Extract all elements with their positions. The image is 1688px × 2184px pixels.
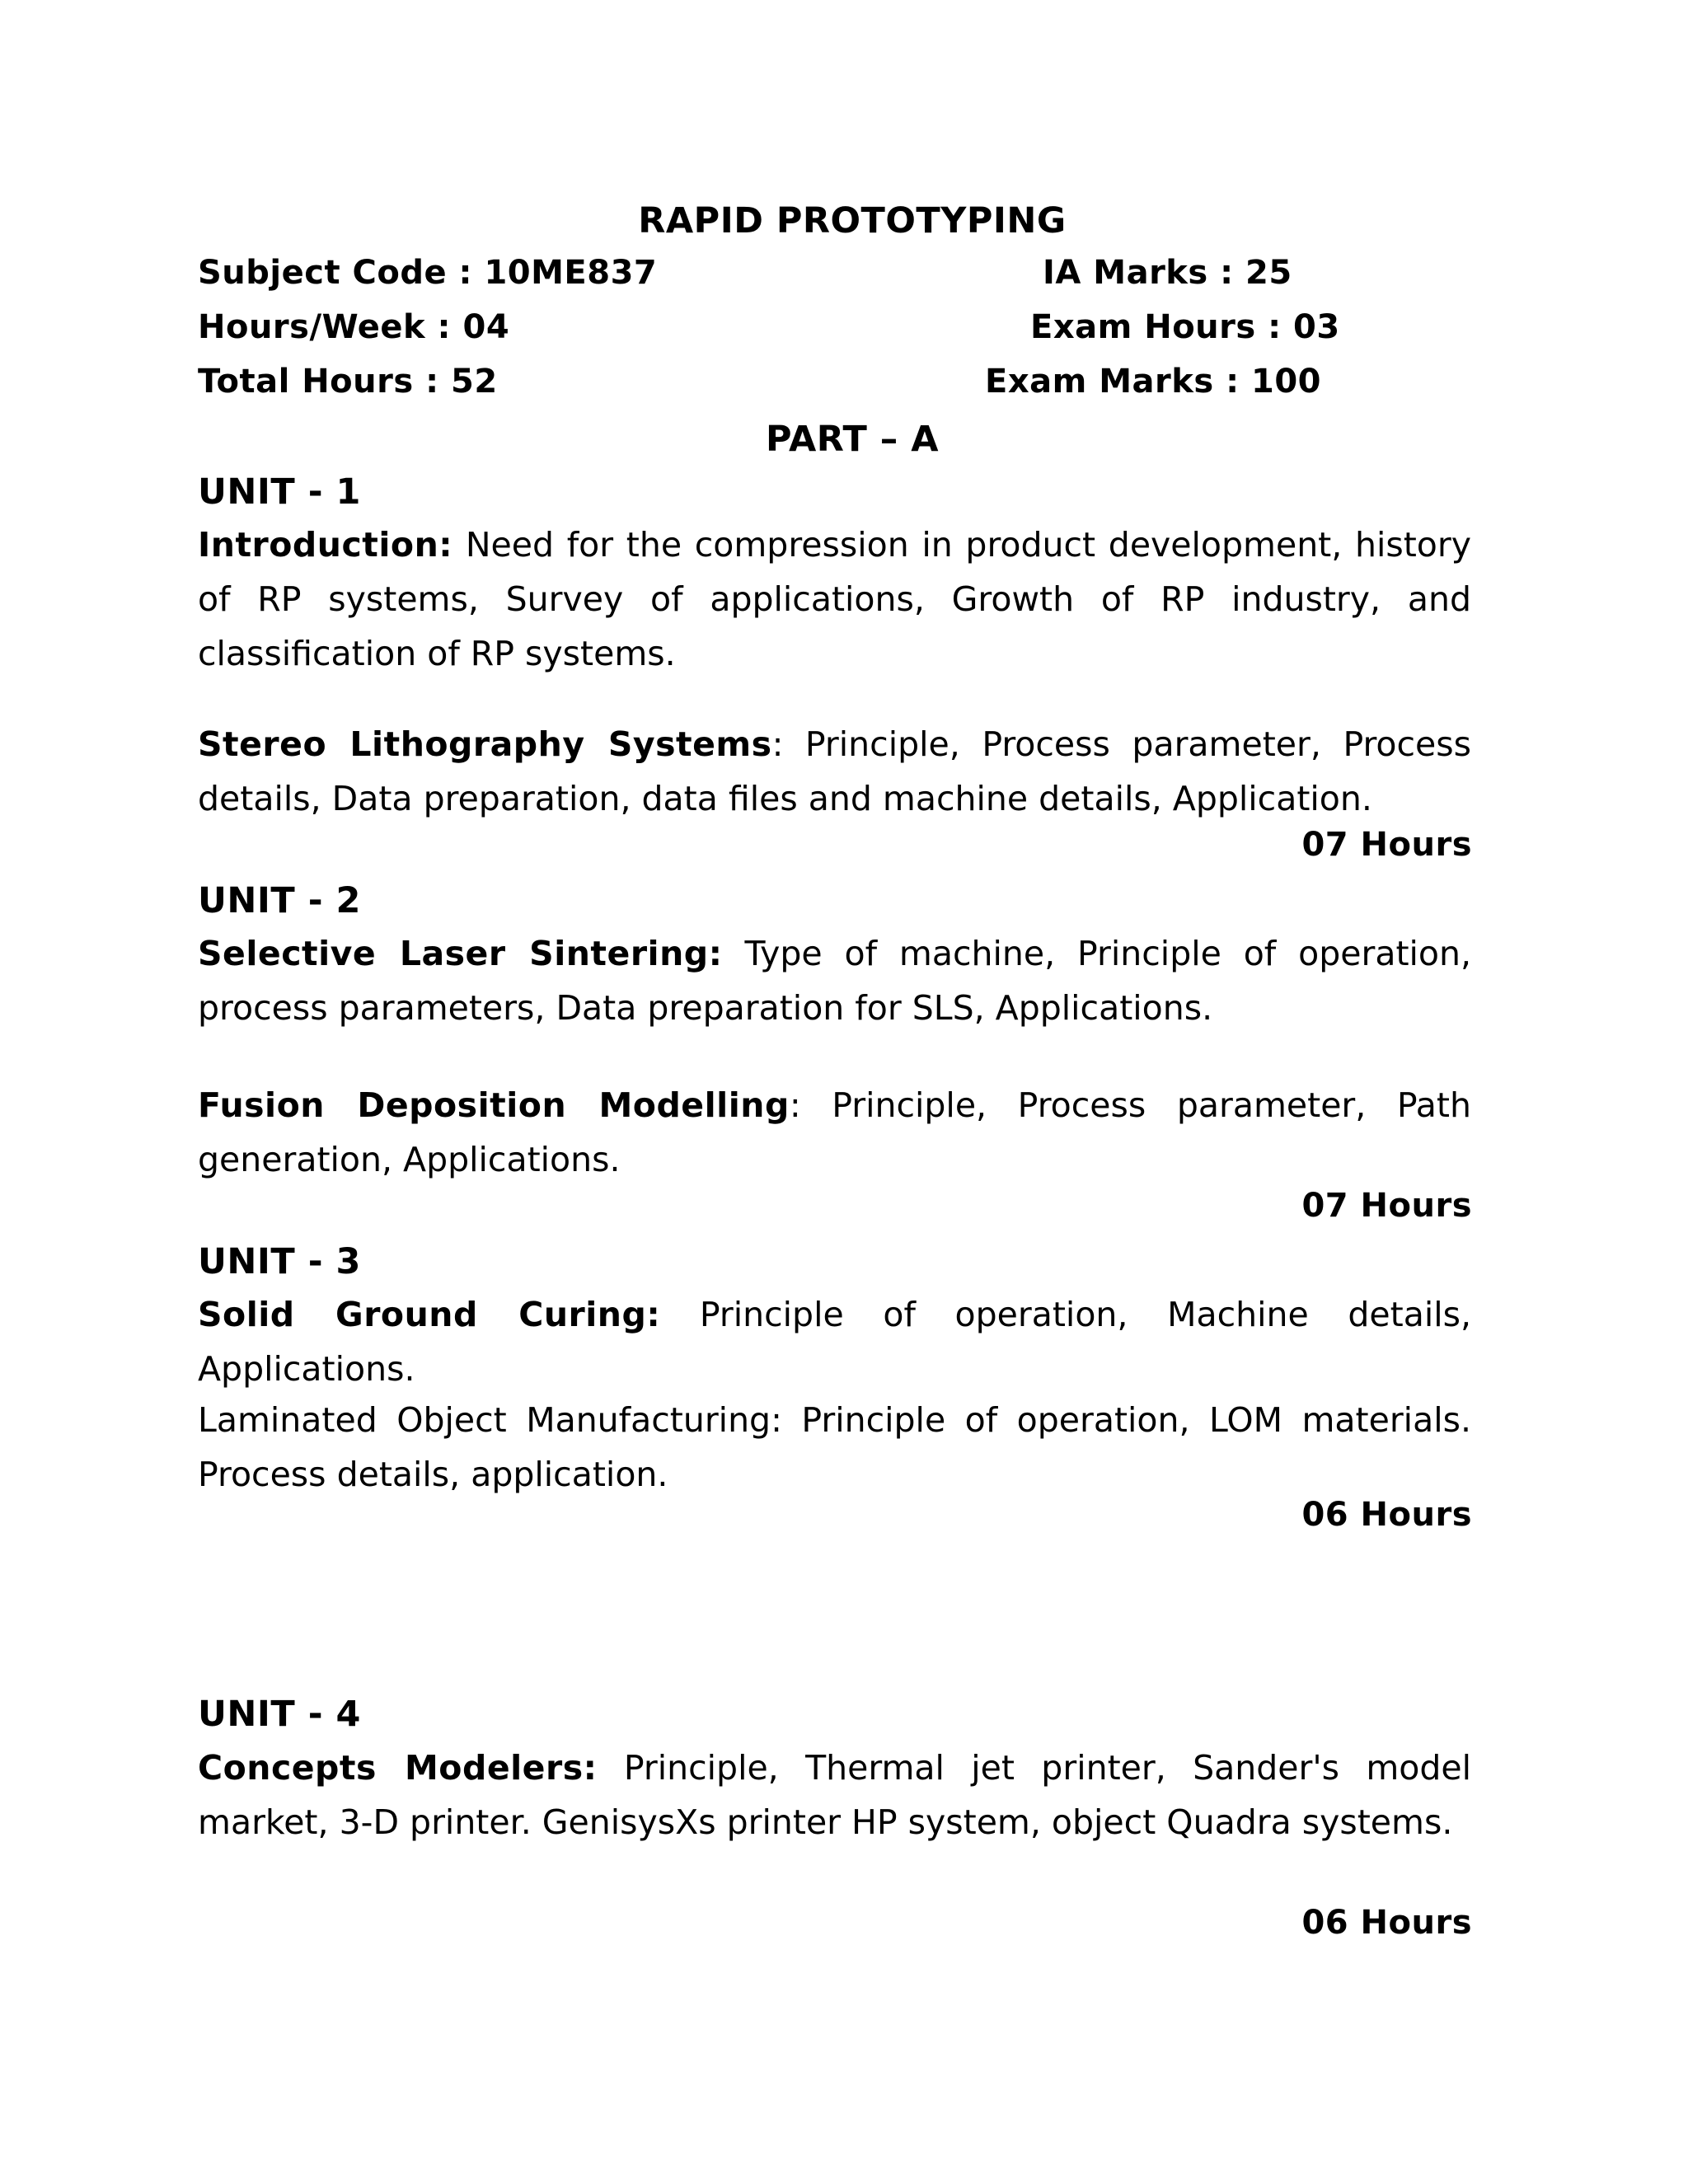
unit-1-sla-text: : Principle, Process parameter, Process details, Data preparation, data files and machine details, Application. xyxy=(198,724,1471,818)
unit-2-fdm-paragraph xyxy=(198,1078,1471,1187)
ia-marks: IA Marks : 25 xyxy=(1043,254,1292,292)
unit-4-concept-modelers-text: Principle, Thermal jet printer, Sander's model market, 3-D printer. GenisysXs printer HP system, object Quadra systems. xyxy=(198,1748,1472,1842)
unit-3-hours: 06 Hours xyxy=(1301,1496,1472,1534)
unit-4-concept-modelers-topic: Concepts Modelers: xyxy=(198,1748,598,1788)
unit-1-sla-paragraph xyxy=(198,717,1471,826)
unit-1-introduction-text: Need for the compression in product development, history of RP systems, Survey of applications, Growth of RP industry, and classification of RP systems. xyxy=(198,525,1471,673)
unit-1-introduction-topic: Introduction: xyxy=(198,525,453,565)
hours-per-week: Hours/Week : 04 xyxy=(198,308,510,346)
unit-2-fdm-topic: Fusion Deposition Modelling xyxy=(198,1085,790,1125)
unit-3-heading: UNIT - 3 xyxy=(198,1241,361,1282)
part-heading: PART – A xyxy=(765,419,940,460)
unit-2-fdm-text: : Principle, Process parameter, Path generation, Applications. xyxy=(198,1085,1471,1179)
unit-3-lom-paragraph xyxy=(198,1393,1471,1502)
unit-1-hours: 07 Hours xyxy=(1301,826,1472,864)
unit-2-sls-paragraph xyxy=(198,926,1471,1035)
unit-2-sls-text: Type of machine, Principle of operation, process parameters, Data preparation for SLS, Applications. xyxy=(198,934,1472,1028)
unit-2-heading: UNIT - 2 xyxy=(198,880,361,921)
unit-3-sgc-paragraph xyxy=(198,1287,1471,1396)
total-hours: Total Hours : 52 xyxy=(198,363,498,401)
unit-4-concept-modelers-paragraph xyxy=(198,1741,1471,1849)
unit-1-introduction-paragraph xyxy=(198,518,1471,681)
unit-2-hours: 07 Hours xyxy=(1301,1187,1472,1225)
document-title: RAPID PROTOTYPING xyxy=(638,200,1067,241)
subject-code: Subject Code : 10ME837 xyxy=(198,254,658,292)
unit-1-heading: UNIT - 1 xyxy=(198,471,361,513)
unit-4-hours: 06 Hours xyxy=(1301,1904,1472,1942)
exam-hours: Exam Hours : 03 xyxy=(1030,308,1340,346)
unit-3-sgc-topic: Solid Ground Curing: xyxy=(198,1295,661,1334)
unit-3-lom-text: Laminated Object Manufacturing: Principle of operation, LOM materials. Process details, application. xyxy=(198,1400,1471,1494)
unit-1-sla-topic: Stereo Lithography Systems xyxy=(198,724,772,764)
unit-4-heading: UNIT - 4 xyxy=(198,1694,361,1735)
unit-2-sls-topic: Selective Laser Sintering: xyxy=(198,934,723,973)
unit-3-sgc-text: Principle of operation, Machine details, Applications. xyxy=(198,1295,1471,1389)
exam-marks: Exam Marks : 100 xyxy=(985,363,1321,401)
